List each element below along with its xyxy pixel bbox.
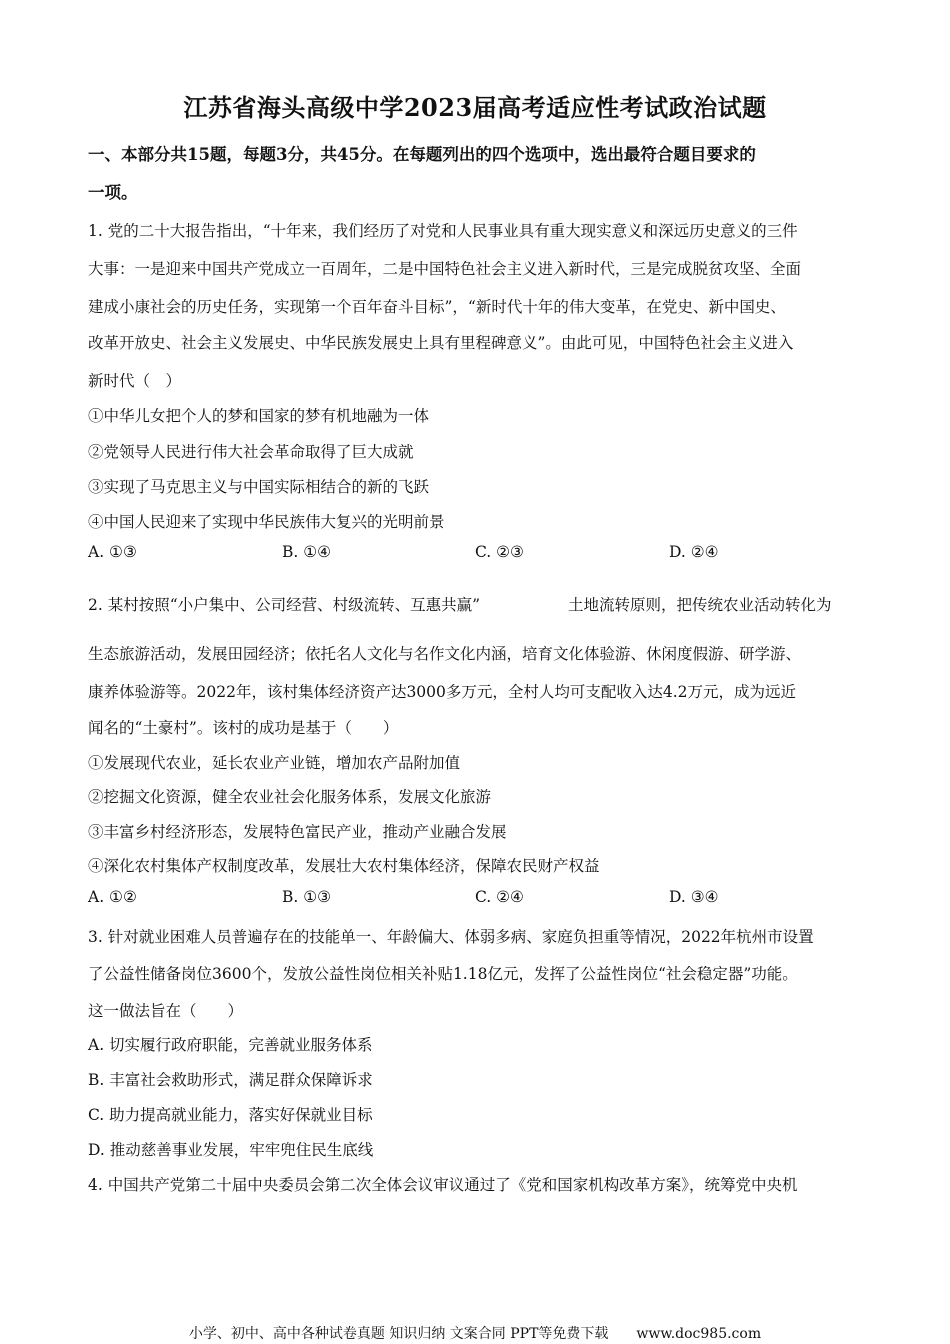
q3-option-b: B. 丰富社会救助形式，满足群众保障诉求 [88,1071,373,1089]
q4-stem-line: 4. 中国共产党第二十届中央委员会第二次全体会议审议通过了《党和国家机构改革方案》，统筹党中央机 [88,1176,798,1194]
q2-stem-line: 闻名的“土豪村”。该村的成功是基于（ ） [88,719,399,737]
q2-option-a: A. ①② [88,888,137,906]
q1-option-b: B. ①④ [282,543,332,561]
q2-item: ②挖掘文化资源，健全农业社会化服务体系，发展文化旅游 [88,788,492,806]
q1-stem-line: 新时代（ ） [88,372,182,390]
q3-stem-line: 这一做法旨在（ ） [88,1002,244,1020]
footer-text: 小学、初中、高中各种试卷真题 知识归纳 文案合同 PPT等免费下载 www.doc985.com [188,1326,762,1342]
q2-stem-part2: 土地流转原则，把传统农业活动转化为 [568,596,832,614]
q1-option-d: D. ②④ [669,543,719,561]
q1-item: ③实现了马克思主义与中国实际相结合的新的飞跃 [88,478,430,496]
section-heading-line1: 一、本部分共15题，每题3分，共45分。在每题列出的四个选项中，选出最符合题目要求的 [88,145,756,164]
q2-option-b: B. ①③ [282,888,332,906]
q2-stem-line: 康养体验游等。2022年，该村集体经济资产达3000多万元，全村人均可支配收入达4.2万元，成为远近 [88,683,797,701]
q2-stem-line1 [88,593,878,615]
q2-stem-line: 生态旅游活动，发展田园经济；依托名人文化与名作文化内涵，培育文化体验游、休闲度假游、研学游、 [88,645,802,663]
q1-stem-line: 大事：一是迎来中国共产党成立一百周年，二是中国特色社会主义进入新时代，三是完成脱贫攻坚、全面 [88,260,802,278]
q1-item: ④中国人民迎来了实现中华民族伟大复兴的光明前景 [88,513,445,531]
q2-item: ①发展现代农业，延长农业产业链，增加农产品附加值 [88,754,461,772]
q1-option-c: C. ②③ [475,543,524,561]
q2-stem-part1: 2. 某村按照“小户集中、公司经营、村级流转、互惠共赢” [88,596,481,614]
q1-stem-line: 建成小康社会的历史任务，实现第一个百年奋斗目标”，“新时代十年的伟大变革，在党史、新中国史、 [88,298,786,316]
page-title: 江苏省海头高级中学2023届高考适应性考试政治试题 [183,93,767,122]
q2-option-c: C. ②④ [475,888,524,906]
q1-stem-line: 1. 党的二十大报告指出，“十年来，我们经历了对党和人民事业具有重大现实意义和深远历史意义的三件 [88,222,798,240]
q2-item: ④深化农村集体产权制度改革，发展壮大农村集体经济，保障农民财产权益 [88,857,600,875]
q3-option-d: D. 推动慈善事业发展，牢牢兜住民生底线 [88,1141,374,1159]
q3-option-a: A. 切实履行政府职能，完善就业服务体系 [88,1036,373,1054]
section-heading-line2: 一项。 [88,183,138,202]
q1-stem-line: 改革开放史、社会主义发展史、中华民族发展史上具有里程碑意义”。由此可见，中国特色社会主义进入 [88,334,794,352]
q3-option-c: C. 助力提高就业能力，落实好保就业目标 [88,1106,373,1124]
q1-item: ①中华儿女把个人的梦和国家的梦有机地融为一体 [88,407,430,425]
q2-item: ③丰富乡村经济形态，发展特色富民产业，推动产业融合发展 [88,823,507,841]
q1-option-a: A. ①③ [88,543,137,561]
q2-option-d: D. ③④ [669,888,719,906]
q3-stem-line: 3. 针对就业困难人员普遍存在的技能单一、年龄偏大、体弱多病、家庭负担重等情况，2022年杭州市设置 [88,928,814,946]
q1-item: ②党领导人民进行伟大社会革命取得了巨大成就 [88,443,414,461]
q3-stem-line: 了公益性储备岗位3600个，发放公益性岗位相关补贴1.18亿元，发挥了公益性岗位“社会稳定器”功能。 [88,965,798,983]
